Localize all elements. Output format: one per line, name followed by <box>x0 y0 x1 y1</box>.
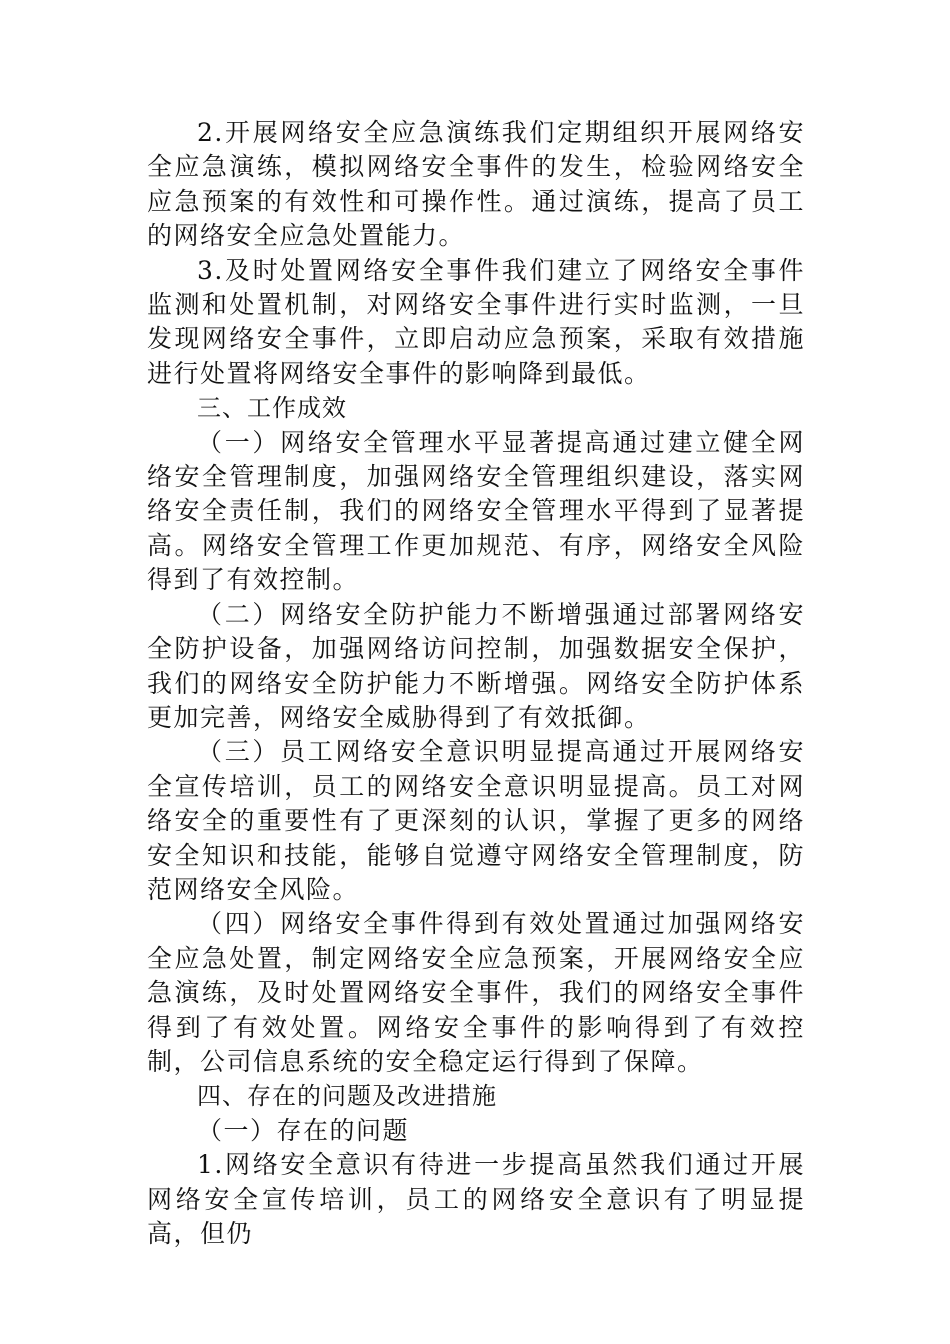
paragraph-problem-awareness: 1.网络安全意识有待进一步提高虽然我们通过开展网络安全宣传培训，员工的网络安全意识有了明显提高，但仍 <box>147 1150 805 1248</box>
document-page <box>147 116 805 1251</box>
section-heading-results: 三、工作成效 <box>197 394 347 423</box>
paragraph-emergency-drill: 2.开展网络安全应急演练我们定期组织开展网络安全应急演练，模拟网络安全事件的发生，检验网络安全应急预案的有效性和可操作性。通过演练，提高了员工的网络安全应急处置能力。 <box>147 118 805 251</box>
paragraph-result-management: （一）网络安全管理水平显著提高通过建立健全网络安全管理制度，加强网络安全管理组织建设，落实网络安全责任制，我们的网络安全管理水平得到了显著提高。网络安全管理工作更加规范、有序，网络安全风险得到了有效控制。 <box>147 427 805 595</box>
paragraph-result-protection: （二）网络安全防护能力不断增强通过部署网络安全防护设备，加强网络访问控制，加强数据安全保护，我们的网络安全防护能力不断增强。网络安全防护体系更加完善，网络安全威胁得到了有效抵御。 <box>147 599 805 732</box>
paragraph-result-awareness: （三）员工网络安全意识明显提高通过开展网络安全宣传培训，员工的网络安全意识明显提高。员工对网络安全的重要性有了更深刻的认识，掌握了更多的网络安全知识和技能，能够自觉遵守网络安全管理制度，防范网络安全风险。 <box>147 737 805 904</box>
paragraph-incident-handling: 3.及时处置网络安全事件我们建立了网络安全事件监测和处置机制，对网络安全事件进行实时监测，一旦发现网络安全事件，立即启动应急预案，采取有效措施进行处置将网络安全事件的影响降到最低。 <box>147 255 805 388</box>
subheading-existing-problems: （一）存在的问题 <box>197 1115 410 1145</box>
paragraph-result-incidents: （四）网络安全事件得到有效处置通过加强网络安全应急处置，制定网络安全应急预案，开展网络安全应急演练，及时处置网络安全事件，我们的网络安全事件得到了有效处置。网络安全事件的影响得到了有效控制，公司信息系统的安全稳定运行得到了保障。 <box>147 909 805 1076</box>
section-heading-problems: 四、存在的问题及改进措施 <box>197 1082 497 1111</box>
